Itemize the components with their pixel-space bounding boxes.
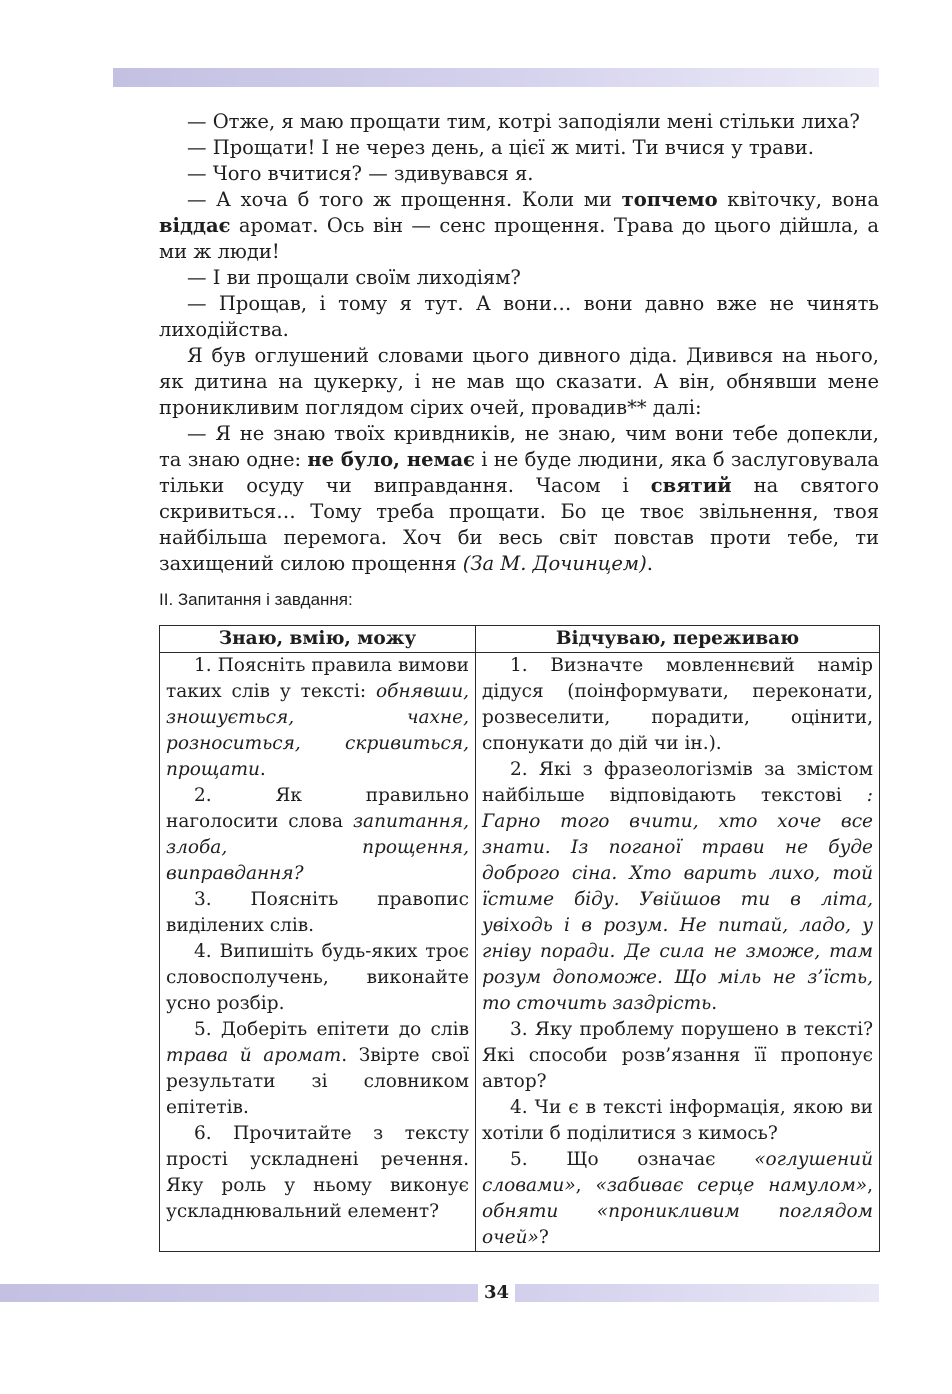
italic-run: обнявши, знoшується, чахне, розноситься, скривиться, прощати	[166, 681, 469, 780]
text-run: 5. Що означає	[510, 1149, 755, 1170]
text-run: аромат. Ось він — сенс прощення. Трава до цього дійшла, а ми ж люди!	[159, 214, 879, 263]
paragraph	[166, 1121, 469, 1225]
bold-run: святий	[650, 474, 732, 497]
paragraph	[482, 1017, 873, 1095]
text-run: ?	[538, 1227, 549, 1248]
text-run: Я був оглушений словами цього дивного діда. Дивився на нього, як дитина на цукерку, і не мав що сказати. А він, обнявши мене проникливим поглядом сірих очей, провадив** далі:	[159, 344, 879, 419]
text-run: — І ви прощали своїм лиходіям?	[187, 266, 521, 289]
italic-run: трава й аромат	[166, 1045, 342, 1066]
header-decor-band	[113, 68, 879, 87]
text-run: — Я не знаю твоїх кривдників, не знаю, чим вони тебе допекли, та знаю одне:	[159, 422, 879, 471]
paragraph	[159, 161, 879, 187]
column-header-feel: Відчуваю, переживаю	[476, 626, 880, 653]
italic-run: (За М. Дочинцем)	[462, 552, 647, 575]
text-run: — Чого вчитися? — здивувався я.	[187, 162, 534, 185]
footer-decor-band-right	[515, 1284, 879, 1302]
paragraph	[482, 1095, 873, 1147]
bold-run: віддає	[159, 214, 231, 237]
text-run: 2. Як правильно наголосити слова	[166, 785, 469, 832]
text-run: 2. Які з фразеологізмів за змістом найбільше відповідають текстові	[482, 759, 873, 806]
footer-decor-band-left	[0, 1284, 478, 1302]
paragraph	[159, 421, 879, 577]
text-run: і не буде людини, яка б заслуговувала тільки осуду чи виправдання. Часом і	[159, 448, 879, 497]
paragraph	[166, 939, 469, 1017]
text-run: 4. Випишіть будь-яких троє словосполучень, виконайте усно розбір.	[166, 941, 469, 1014]
paragraph	[166, 1017, 469, 1121]
text-run: 3. Яку проблему порушено в тексті? Які способи розв’язання її пропонує автор?	[482, 1019, 873, 1092]
paragraph	[159, 265, 879, 291]
paragraph	[159, 135, 879, 161]
italic-run: «забиває серце намулом»	[595, 1175, 868, 1196]
text-run: .	[646, 552, 653, 575]
text-run: 5. Доберіть епітети до слів	[194, 1019, 469, 1040]
section-heading: ІІ. Запитання і завдання:	[159, 590, 353, 609]
page-number: 34	[483, 1282, 510, 1303]
paragraph	[482, 1147, 873, 1251]
paragraph	[159, 187, 879, 265]
text-run: — Отже, я маю прощати тим, котрі заподіяли мені стільки лиха?	[187, 110, 860, 133]
paragraph	[166, 653, 469, 783]
text-run: .	[711, 993, 718, 1014]
bold-run: топчемо	[621, 188, 718, 211]
paragraph	[482, 653, 873, 757]
italic-run: «оглушений словами»	[482, 1149, 873, 1196]
italic-run: запитання, злоба, прощення, виправдання?	[166, 811, 469, 884]
text-run: квіточку, вона	[717, 188, 879, 211]
text-run: ,	[575, 1175, 596, 1196]
table-header-row	[160, 626, 880, 653]
table-row	[160, 653, 880, 1252]
tasks-column-know	[160, 653, 476, 1252]
text-run: — Прощав, і тому я тут. А вони… вони давно вже не чинять лиходійства.	[159, 292, 879, 341]
paragraph	[159, 343, 879, 421]
italic-run: : Гарно того вчити, хто хоче все знати. Із поганої трави не буде доброго сіна. Хто варить лихо, той їстиме біду. Увійшов ти в літа, увіходь і в розум. Не питай, ладо, у гніву поради. Де сила не зможе, там розум допоможе. Що міль не з’їсть, то сточить заздрість	[482, 785, 873, 1014]
text-run: ,	[867, 1175, 874, 1196]
paragraph	[482, 757, 873, 1017]
tasks-table	[159, 625, 880, 1252]
story-text	[159, 109, 879, 577]
text-run: — А хоча б того ж прощення. Коли ми	[187, 188, 622, 211]
text-run: 4. Чи є в тексті інформація, якою ви хотіли б поділитися з кимось?	[482, 1097, 873, 1144]
text-run: на святого скривиться… Тому треба прощати. Бо це твоє звільнення, твоя найбільша перемога. Хоч би весь світ повстав проти тебе, ти захищений силою прощення	[159, 474, 879, 575]
text-run: 3. Поясніть правопис виділених слів.	[166, 889, 469, 936]
text-run: .	[259, 759, 266, 780]
text-run: 6. Прочитайте з тексту прості ускладнені речення. Яку роль у ньому виконує ускладнювальний елемент?	[166, 1123, 469, 1222]
paragraph	[159, 109, 879, 135]
text-run: 1. Визначте мовленнєвий намір дідуся (поінформувати, переконати, розвеселити, порадити, оцінити, спонукати до дій чи ін.).	[482, 655, 873, 754]
text-run: — Прощати! І не через день, а цієї ж миті. Ти вчися у трави.	[187, 136, 814, 159]
italic-run: обняти «проникливим поглядом очей»	[482, 1201, 873, 1248]
tasks-column-feel	[476, 653, 880, 1252]
paragraph	[166, 887, 469, 939]
paragraph	[166, 783, 469, 887]
paragraph	[159, 291, 879, 343]
text-run: 1. Поясніть правила вимови таких слів у тексті:	[166, 655, 469, 702]
column-header-know: Знаю, вмію, можу	[160, 626, 476, 653]
bold-run: не було, немає	[307, 448, 475, 471]
text-run: . Звірте свої результати зі словником епітетів.	[166, 1045, 470, 1118]
